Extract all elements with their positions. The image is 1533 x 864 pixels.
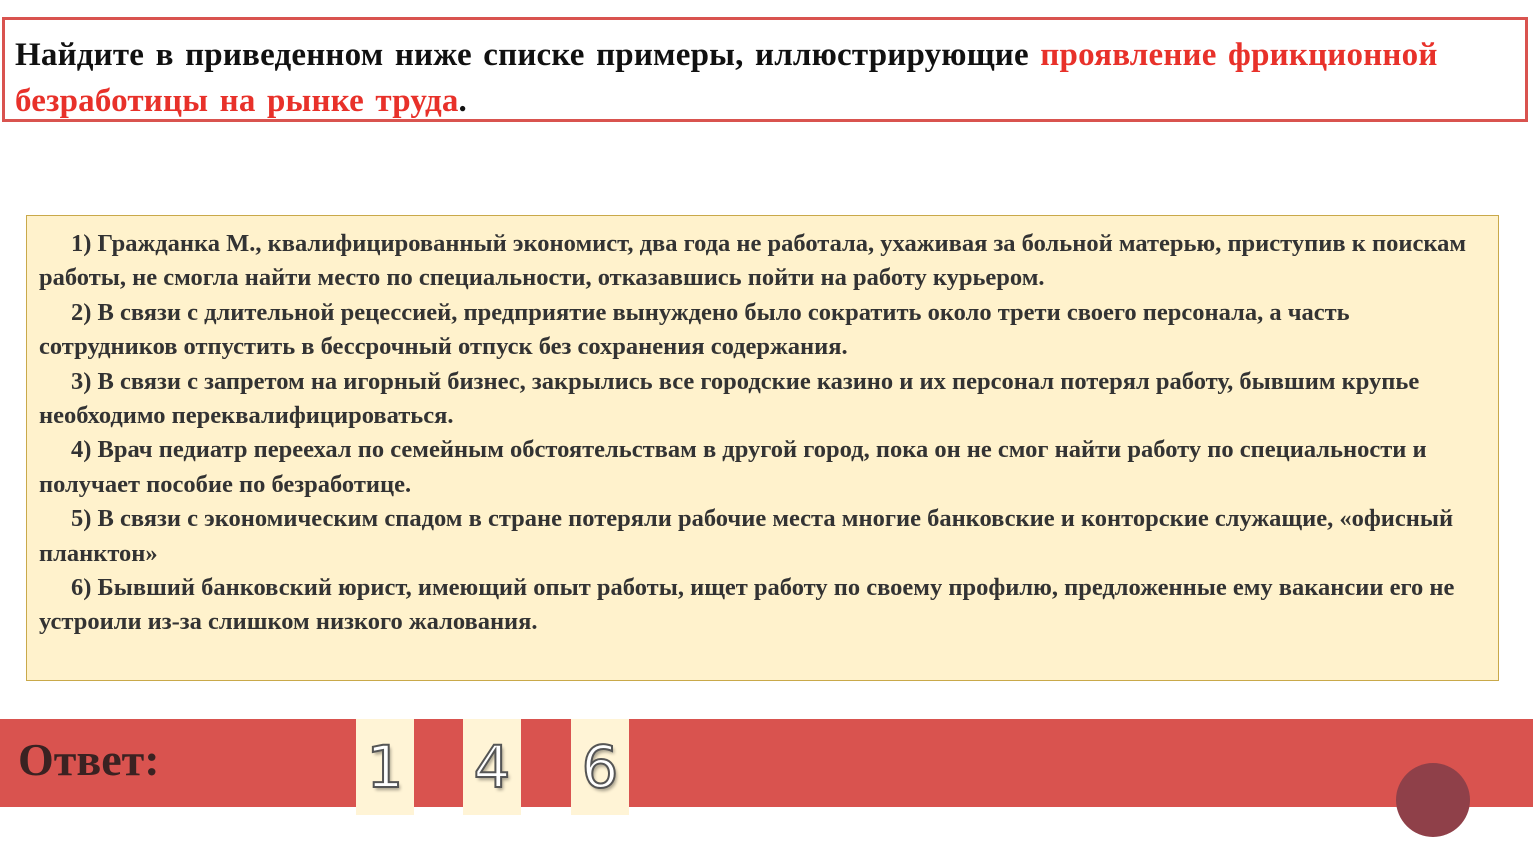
answer-label: Ответ: xyxy=(18,734,160,785)
answer-cell-1[interactable] xyxy=(356,719,414,815)
answer-cell-3[interactable] xyxy=(571,719,629,815)
answer-value: 6 xyxy=(581,733,619,801)
title-end: . xyxy=(458,83,467,119)
answer-value: 4 xyxy=(473,733,511,801)
answer-cell-2[interactable] xyxy=(463,719,521,815)
decorative-circle xyxy=(1396,763,1470,837)
title-text: Найдите в приведенном ниже списке примеры, иллюстрирующие xyxy=(15,37,1041,73)
list-item: 3) В связи с запретом на игорный бизнес, закрылись все городские казино и их персонал потерял работу, бывшим крупье необходимо переквалифицироваться. xyxy=(39,367,1420,430)
title-highlight: проявление фрикционной безработицы на рынке труда xyxy=(15,37,1438,119)
list-item: 5) В связи с экономическим спадом в стране потеряли рабочие места многие банковские и конторские служащие, «офисный планктон» xyxy=(39,505,1454,567)
list-item: 2) В связи с длительной рецессией, предприятие вынуждено было сократить около трети своего персонала, а часть сотрудников отпустить в бессрочный отпуск без сохранения содержания. xyxy=(39,298,1350,361)
list-item: 4) Врач педиатр переехал по семейным обстоятельствам в другой город, пока он не смог найти работу по специальности и получает пособие по безработице. xyxy=(39,436,1427,498)
answer-bar xyxy=(0,719,1533,807)
list-item: 6) Бывший банковский юрист, имеющий опыт работы, ищет работу по своему профилю, предложенные ему вакансии его не устроили из-за слишком низкого жалования. xyxy=(39,574,1455,636)
task-title xyxy=(15,32,1515,124)
answer-value: 1 xyxy=(366,733,404,801)
task-list xyxy=(26,215,1499,681)
title-box xyxy=(2,17,1528,122)
list-item: 1) Гражданка М., квалифицированный экономист, два года не работала, ухаживая за больной матерью, приступив к поискам работы, не смогла найти место по специальности, отказавшись пойти на работу курьером. xyxy=(39,230,1467,292)
